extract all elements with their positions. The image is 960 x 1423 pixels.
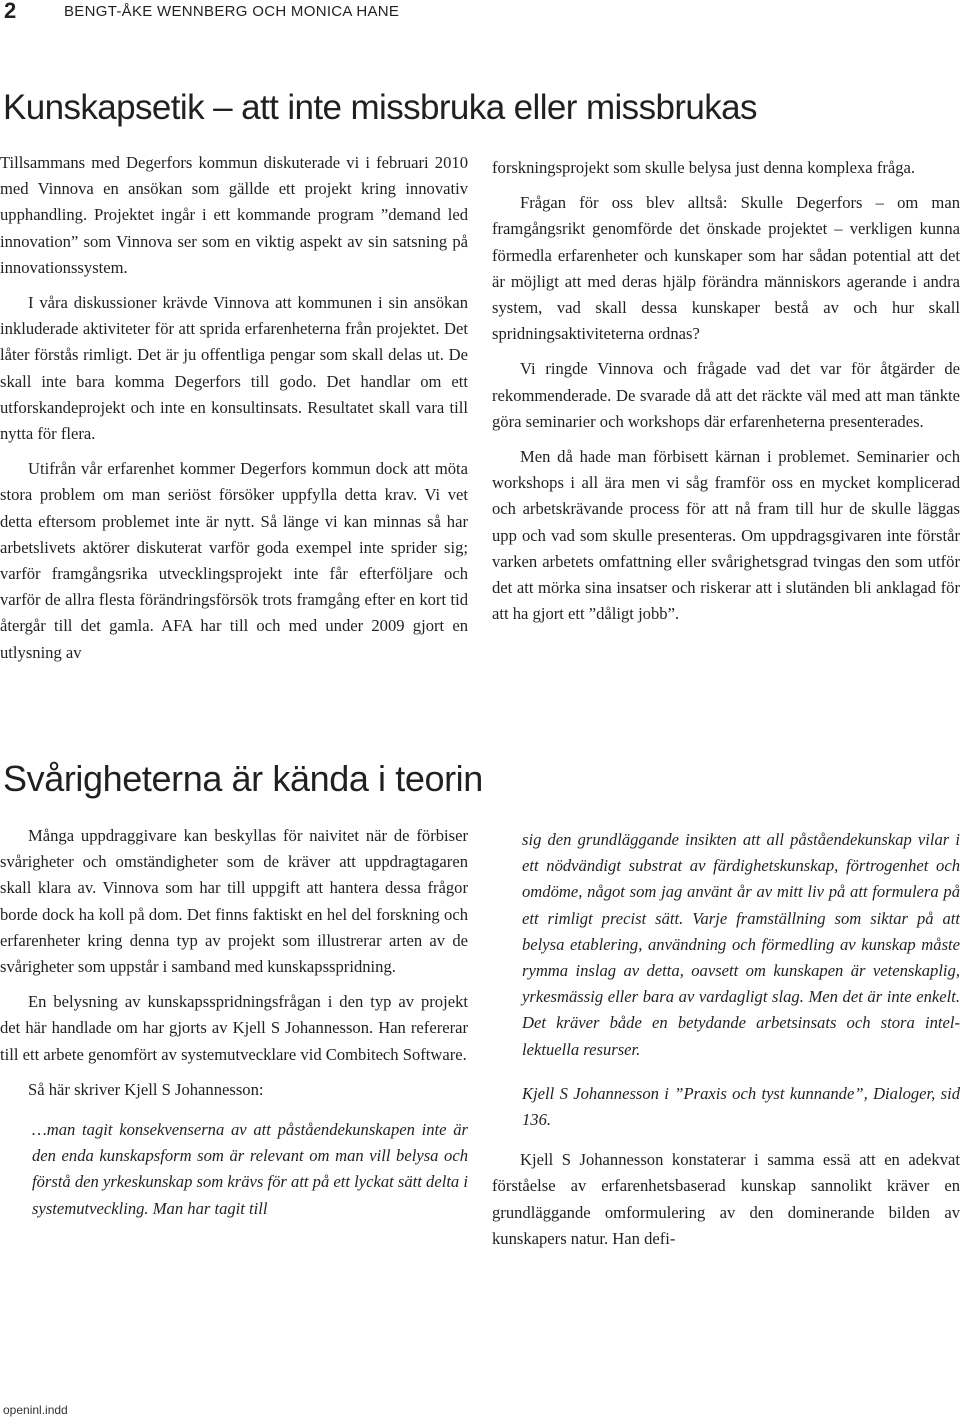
paragraph: Så här skriver Kjell S Johannesson: <box>28 1079 264 1099</box>
paragraph: Men då hade man förbisett kärnan i problemet. Seminarier och workshops i all ära men vi såg framför oss en mycket komplicerad och arbetskrävande process för att nå fram till hur de skulle läggas upp och vad som skulle presenteras. Om uppdragsgivaren inte förstår varken arbetets omfattning eller svårighetsgrad tvingas den som utför det att mörka sina insatser och riskerar att i slutänden bli anklagad för att ha gjort ett ”dåligt jobb”. <box>492 447 960 624</box>
block-quote: …man tagit konsekvenserna av att påståendekunskapen inte är den enda kunskapsform som är relevant om man vill belysa och förstå den yrkeskunskap som krävs för att på ett lyckat sätt delta i systemutveckling. Man har tagit till <box>32 1120 468 1218</box>
section2-column-left <box>0 823 468 1222</box>
block-quote-continued: sig den grundläggande insikten att all påståendekunskap vilar i ett nödvändigt substrat av färdighetskunskap, förtrogenhet och omdöme, något som jag använt år av mitt liv på att formulera på ett rimligt precist sätt. Varje framställning som siktar på att belysa etablering, användning och förmedling av kunskap måste rymma inslag av detta, oavsett om kunskapen är vetenskaplig, yrkesmässig eller bara av vardagligt slag. Men det är inte enkelt. Det kräver både en betydande arbetsinsats och stora intellektuella resurser. <box>522 830 960 1059</box>
footer-file-name: openinl.indd <box>3 1403 68 1417</box>
paragraph: Vi ringde Vinnova och frågade vad det var för åtgärder de rekommenderade. De svarade då att det räckte väl med att man tänkte göra seminarier och workshops där erfarenheterna presenterades. <box>492 359 960 431</box>
running-head: BENGT-ÅKE WENNBERG OCH MONICA HANE <box>64 3 400 20</box>
paragraph: Kjell S Johannesson konstaterar i samma essä att en adekvat förståelse av erfarenhetsbaserad kunskap sannolikt kräver en grundläggande omformulering av den dominerande bilden av kunskapers natur. Han defi- <box>492 1150 960 1248</box>
paragraph: I våra diskussioner krävde Vinnova att kommunen i sin ansökan inkluderade aktiviteter för att sprida erfarenheterna från projektet. Det låter förstås rimligt. Det är ju offentliga pengar som skall delas ut. De skall inte bara komma Degerfors till godo. Det handlar om ett utforskandeprojekt och inte en konsultinsats. Resultatet skall vara till nytta för flera. <box>0 293 468 444</box>
paragraph: Frågan för oss blev alltså: Skulle Degerfors – om man framgångsrikt genomförde det önskade projektet – verkligen kunna förmedla erfarenheter och kunskaper som har sådan potential att det är möjligt att med deras hjälp förändra människors agerande i andra system, vad skall dessa kunskaper bestå av och hur skall spridningsaktiviteterna ordnas? <box>492 193 960 344</box>
paragraph: Tillsammans med Degerfors kommun diskuterade vi i februari 2010 med Vinnova en ansökan som gällde ett projekt kring innovativ upphandling. Projektet ingår i ett kommande program ”demand led innovation” som Vinnova ser som en viktig aspekt av sin satsning på innovationssystem. <box>0 153 468 277</box>
section2-column-right <box>492 827 960 1252</box>
paragraph: Många uppdraggivare kan beskyllas för naivitet när de förbiser svårigheter och omständigheter som de kräver att uppdragtagaren skall klara av. Vinnova som har till uppgift att hantera dessa frågor borde dock ha koll på dom. Det finns faktiskt en hel del forskning och erfarenheter kring denna typ av projekt som illustrerar arten av de svårigheter som uppstår i samband med kunskapsspridning. <box>0 826 468 977</box>
paragraph: Utifrån vår erfarenhet kommer Degerfors kommun dock att möta stora problem om man seriöst försöker uppfylla detta krav. Vi vet detta eftersom problemet inte är nytt. Så länge vi kan minnas så har arbetslivets aktörer diskuterat varför goda exempel inte sprider sig; varför framgångsrika utvecklingsprojekt inte får efterföljare och varför de allra flesta förändringsförsök trots framgång efter en kort tid återgår till det gamla. AFA har till och med under 2009 gjort en utlysning av <box>0 459 468 662</box>
quote-citation: Kjell S Johannesson i ”Praxis och tyst kunnande”, Dialoger, sid 136. <box>522 1083 960 1130</box>
section-heading-kunskapsetik: Kunskapsetik – att inte missbruka eller missbrukas <box>3 88 757 127</box>
section1-column-right <box>492 155 960 627</box>
section1-column-left <box>0 150 468 666</box>
paragraph: En belysning av kunskapsspridningsfrågan i den typ av projekt det här handlade om har gjorts av Kjell S Johannesson. Han refererar till ett arbete genomfört av systemutvecklare vid Combitech Software. <box>0 992 468 1064</box>
section-heading-svarigheterna: Svårigheterna är kända i teorin <box>3 758 483 799</box>
paragraph: forskningsprojekt som skulle belysa just denna komplexa fråga. <box>492 158 916 177</box>
page-header <box>0 0 960 26</box>
page-number: 2 <box>4 0 17 23</box>
